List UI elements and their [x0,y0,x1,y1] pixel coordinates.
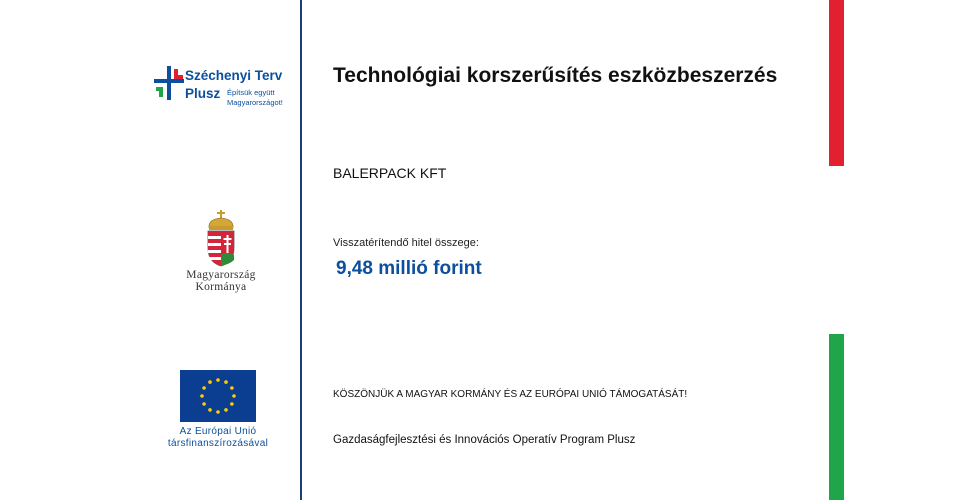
eu-line1: Az Európai Unió [179,426,257,437]
project-title: Technológiai korszerűsítés eszközbeszerzés [333,64,778,87]
szechenyi-cross-icon [154,66,184,100]
loan-amount: 9,48 millió forint [336,258,482,279]
szechenyi-slogan-line2: Magyarországot! [227,98,283,107]
coat-of-arms-icon [203,210,239,268]
szechenyi-slogan-line1: Építsük együtt [227,88,275,97]
szechenyi-terv-logo [154,66,304,122]
company-name: BALERPACK KFT [333,165,447,181]
eu-line2: társfinanszírozásával [167,438,269,449]
flag-stripe-red [829,0,844,166]
eu-flag-icon [180,370,256,422]
government-line2: Kormánya [195,281,247,293]
flag-stripe-green [829,334,844,500]
szechenyi-title: Széchenyi Terv [185,68,283,83]
thanks-text: KÖSZÖNJÜK A MAGYAR KORMÁNY ÉS AZ EURÓPAI UNIÓ TÁMOGATÁSÁT! [333,389,688,400]
loan-label: Visszatérítendő hitel összege: [333,237,479,249]
government-line1: Magyarország [186,269,256,281]
program-name: Gazdaságfejlesztési és Innovációs Operatív Program Plusz [333,434,636,446]
szechenyi-plus: Plusz [185,86,221,101]
